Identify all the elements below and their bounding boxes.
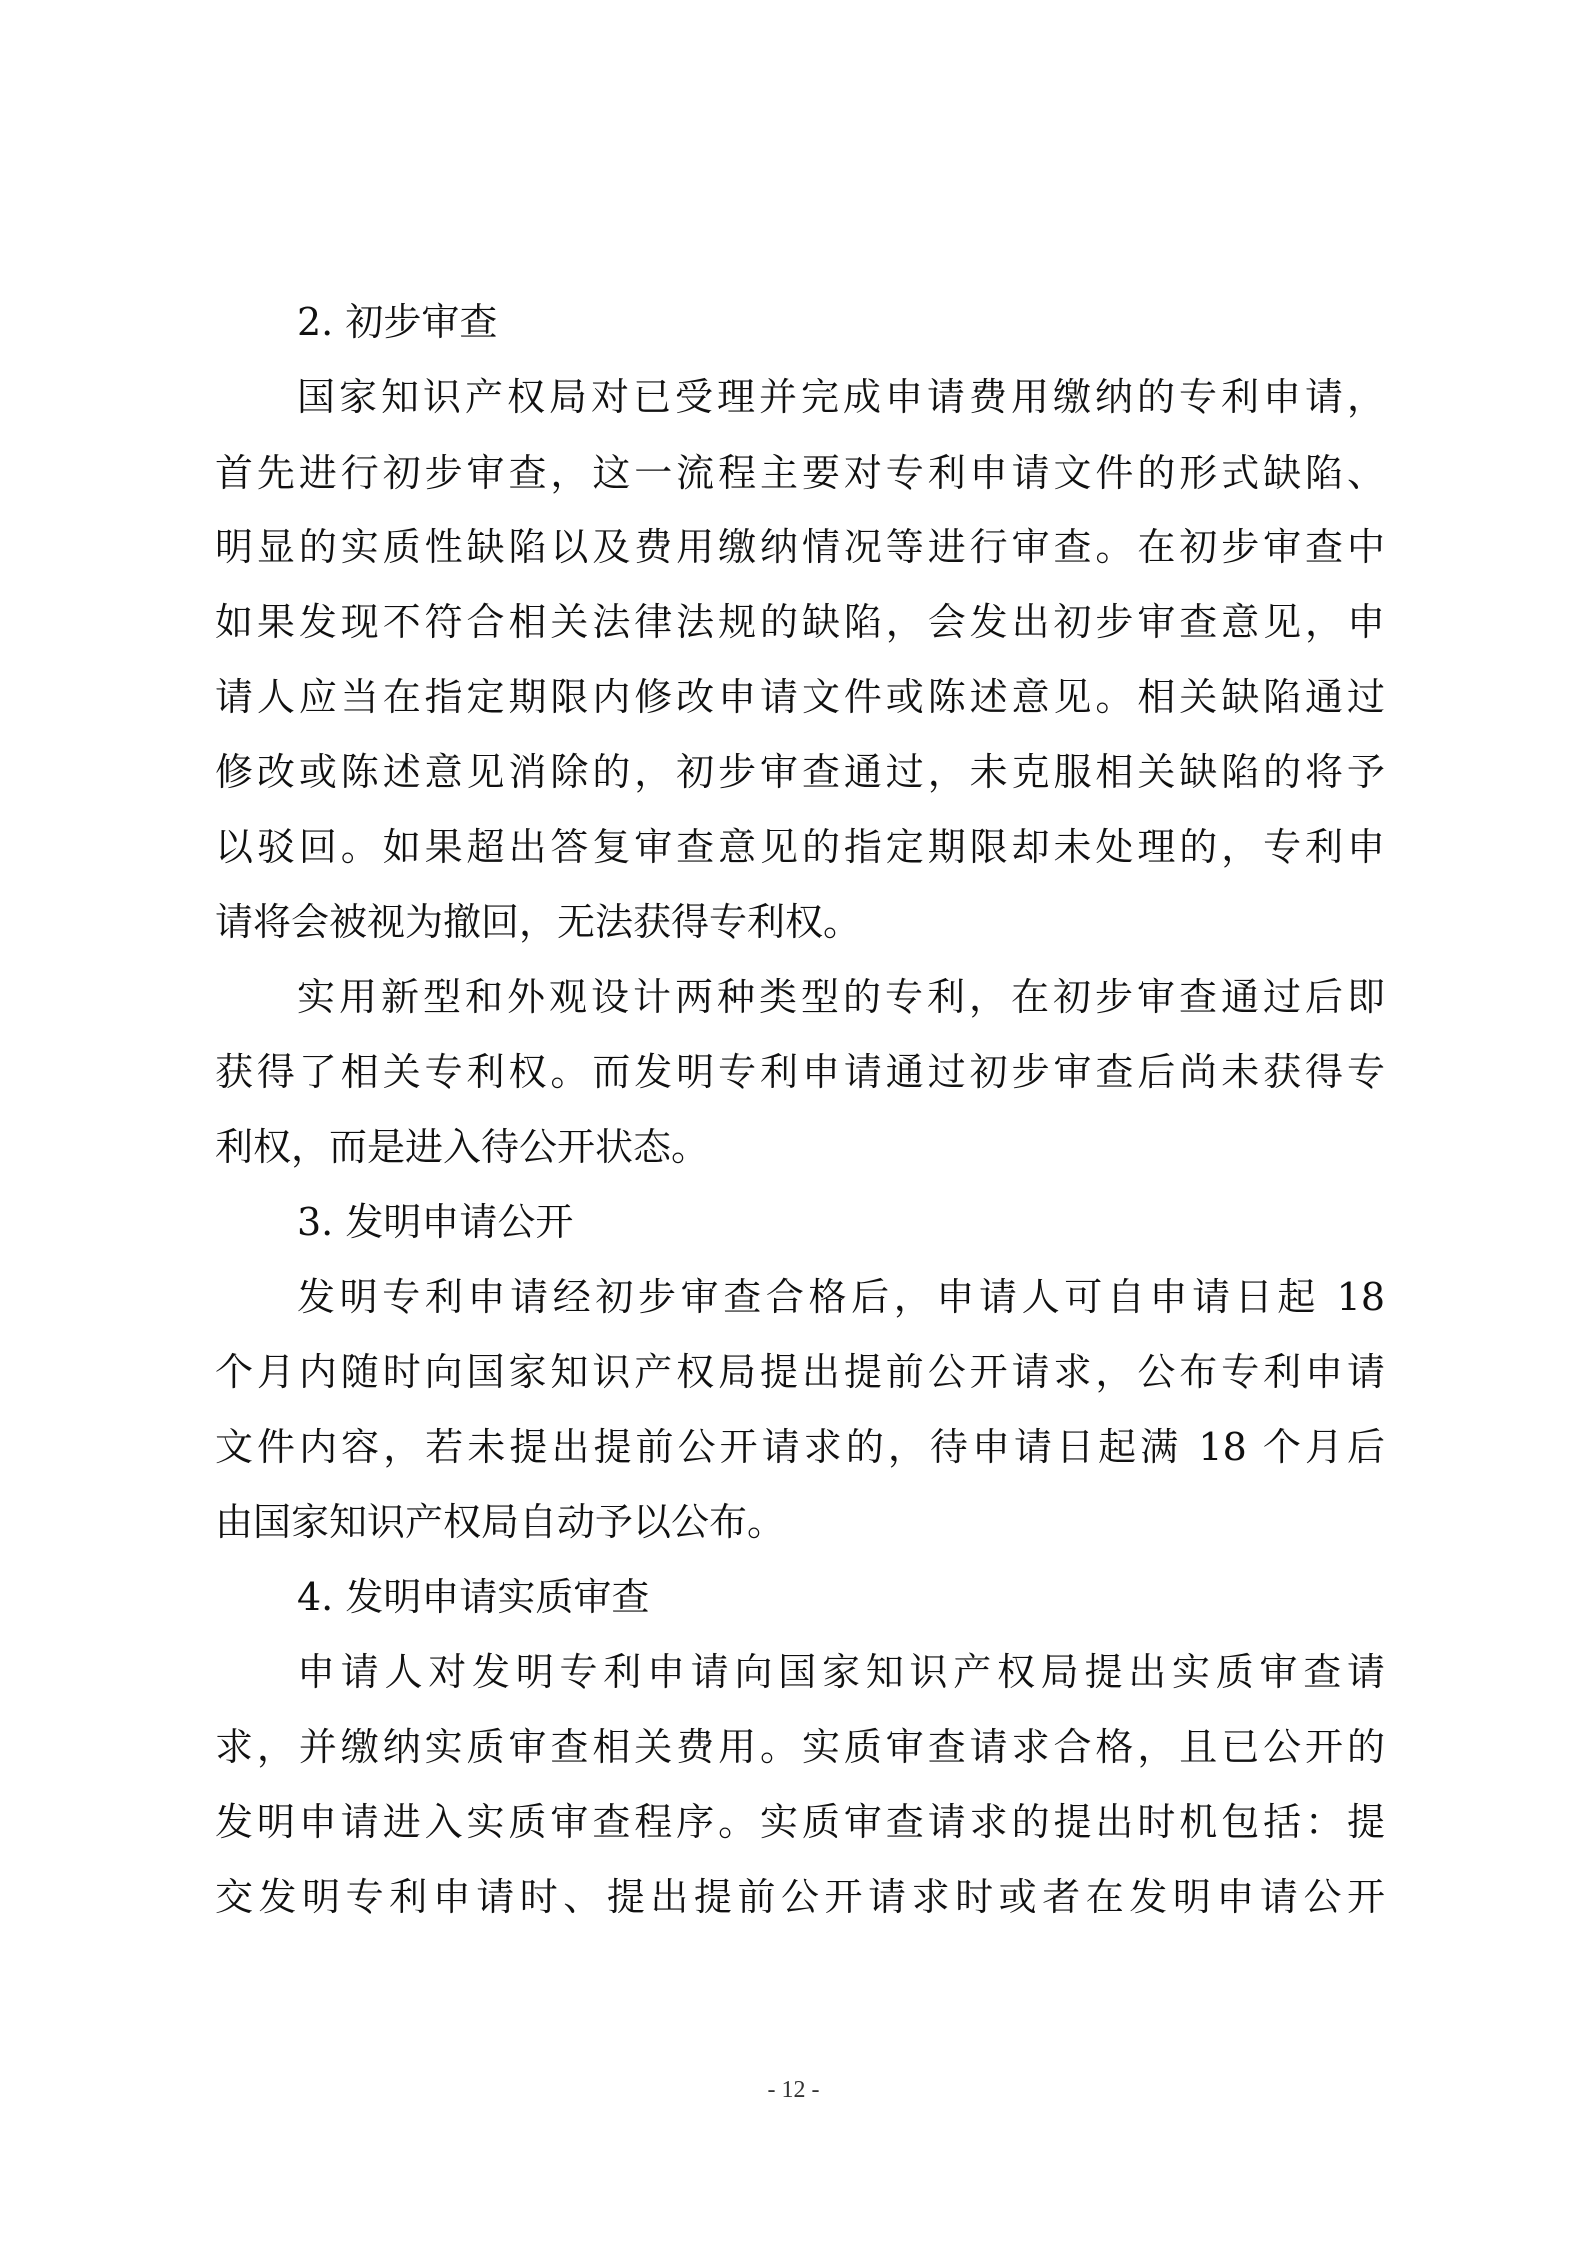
section-heading-substantive-examination: 4. 发明申请实质审查 — [297, 1575, 650, 1619]
paragraph-line: 发明申请进入实质审查程序。实质审查请求的提出时机包括：提 — [215, 1800, 1385, 1844]
paragraph-line: 申请人对发明专利申请向国家知识产权局提出实质审查请 — [297, 1650, 1385, 1694]
section-heading-invention-publication: 3. 发明申请公开 — [297, 1200, 574, 1244]
paragraph-line: 个月内随时向国家知识产权局提出提前公开请求，公布专利申请 — [215, 1350, 1385, 1394]
paragraph-line: 由国家知识产权局自动予以公布。 — [215, 1500, 786, 1544]
paragraph-line: 发明专利申请经初步审查合格后，申请人可自申请日起 18 — [297, 1275, 1385, 1319]
paragraph-line: 实用新型和外观设计两种类型的专利，在初步审查通过后即 — [297, 975, 1385, 1019]
paragraph-line: 修改或陈述意见消除的，初步审查通过，未克服相关缺陷的将予 — [215, 750, 1385, 794]
paragraph-line: 利权，而是进入待公开状态。 — [215, 1125, 710, 1169]
section-heading-preliminary-examination: 2. 初步审查 — [297, 300, 498, 344]
paragraph-line: 文件内容，若未提出提前公开请求的，待申请日起满 18 个月后 — [215, 1425, 1385, 1469]
paragraph-line: 请将会被视为撤回，无法获得专利权。 — [215, 900, 862, 944]
paragraph-line: 求，并缴纳实质审查相关费用。实质审查请求合格，且已公开的 — [215, 1725, 1385, 1769]
paragraph-line: 首先进行初步审查，这一流程主要对专利申请文件的形式缺陷、 — [215, 451, 1385, 495]
paragraph-line: 如果发现不符合相关法律法规的缺陷，会发出初步审查意见，申 — [215, 600, 1385, 644]
paragraph-line: 明显的实质性缺陷以及费用缴纳情况等进行审查。在初步审查中 — [215, 525, 1385, 569]
paragraph-line: 请人应当在指定期限内修改申请文件或陈述意见。相关缺陷通过 — [215, 675, 1385, 719]
page-number: - 12 - — [767, 2077, 820, 2103]
paragraph-line: 获得了相关专利权。而发明专利申请通过初步审查后尚未获得专 — [215, 1050, 1385, 1094]
paragraph-line: 国家知识产权局对已受理并完成申请费用缴纳的专利申请， — [297, 375, 1385, 419]
paragraph-line: 交发明专利申请时、提出提前公开请求时或者在发明申请公开 — [215, 1875, 1385, 1919]
paragraph-line: 以驳回。如果超出答复审查意见的指定期限却未处理的，专利申 — [215, 825, 1385, 869]
